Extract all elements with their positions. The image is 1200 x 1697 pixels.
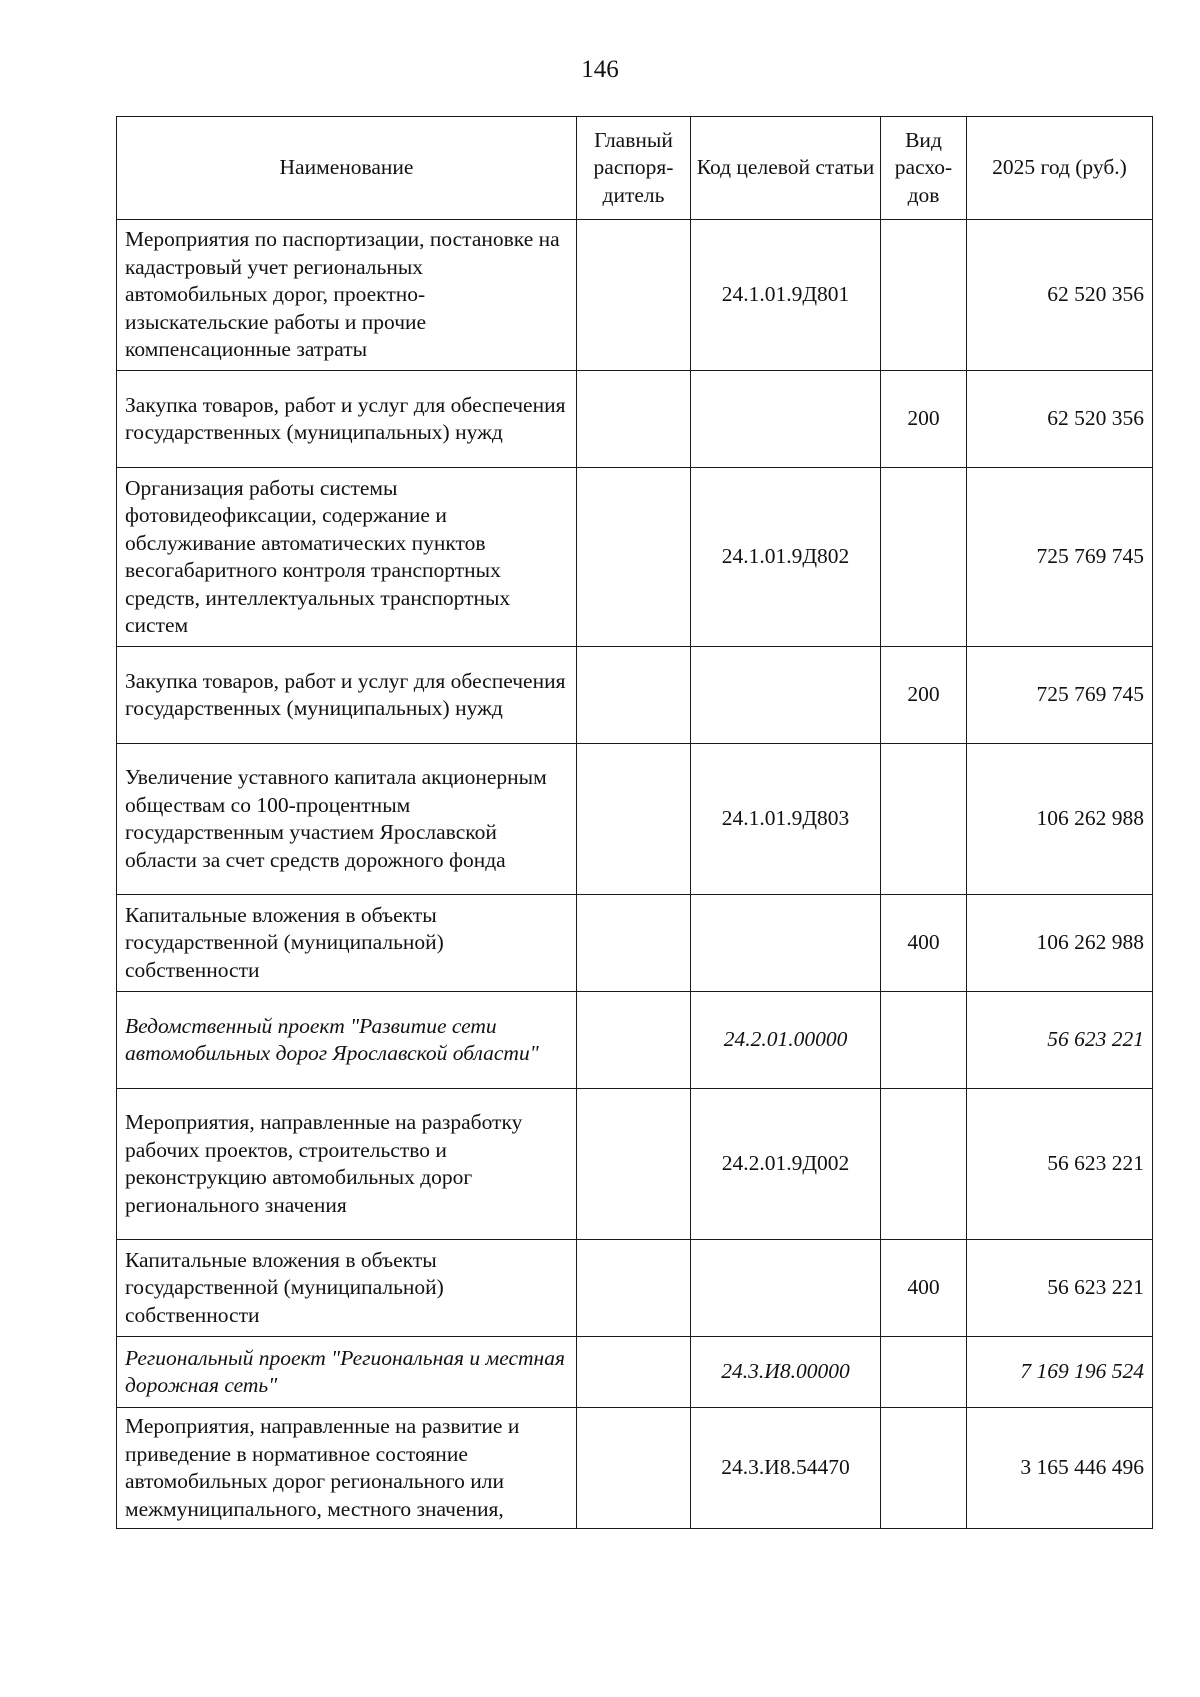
row-kind (881, 744, 967, 895)
table-row (117, 992, 1153, 1089)
row-kind: 200 (881, 371, 967, 468)
row-kind (881, 220, 967, 371)
row-amount: 56 623 221 (967, 1240, 1153, 1337)
table-row (117, 1408, 1153, 1529)
table-row (117, 647, 1153, 744)
row-code: 24.3.И8.54470 (691, 1408, 881, 1529)
header-code: Код целевой статьи (691, 117, 881, 220)
budget-table (116, 116, 1153, 1529)
table-row (117, 468, 1153, 647)
row-code (691, 1240, 881, 1337)
row-amount: 7 169 196 524 (967, 1337, 1153, 1408)
row-name: Закупка товаров, работ и услуг для обеспечения государственных (муниципальных) нужд (117, 371, 577, 468)
table-row (117, 1089, 1153, 1240)
row-name: Увеличение уставного капитала акционерным обществам со 100-процентным государственным участием Ярославской области за счет средств дорожного фонда (117, 744, 577, 895)
table-row (117, 371, 1153, 468)
table-row (117, 1337, 1153, 1408)
row-admin (577, 468, 691, 647)
row-admin (577, 1089, 691, 1240)
row-amount: 106 262 988 (967, 744, 1153, 895)
row-amount: 725 769 745 (967, 468, 1153, 647)
header-amount: 2025 год (руб.) (967, 117, 1153, 220)
row-amount: 3 165 446 496 (967, 1408, 1153, 1529)
table-row (117, 220, 1153, 371)
row-amount: 725 769 745 (967, 647, 1153, 744)
header-kind: Вид расхо-дов (881, 117, 967, 220)
row-admin (577, 744, 691, 895)
row-amount: 62 520 356 (967, 371, 1153, 468)
row-code (691, 895, 881, 992)
row-code (691, 371, 881, 468)
row-admin (577, 647, 691, 744)
row-code (691, 647, 881, 744)
row-name: Мероприятия, направленные на развитие и приведение в нормативное состояние автомобильных дорог регионального или межмуниципального, местного значения, (117, 1408, 577, 1529)
header-admin: Главный распоря-дитель (577, 117, 691, 220)
row-kind (881, 468, 967, 647)
row-code: 24.2.01.9Д002 (691, 1089, 881, 1240)
row-name: Мероприятия, направленные на разработку рабочих проектов, строительство и реконструкцию автомобильных дорог регионального значения (117, 1089, 577, 1240)
row-amount: 106 262 988 (967, 895, 1153, 992)
row-code: 24.1.01.9Д802 (691, 468, 881, 647)
row-kind: 400 (881, 895, 967, 992)
row-kind (881, 1408, 967, 1529)
row-amount: 56 623 221 (967, 992, 1153, 1089)
row-kind: 200 (881, 647, 967, 744)
row-admin (577, 220, 691, 371)
row-name: Капитальные вложения в объекты государственной (муниципальной) собственности (117, 895, 577, 992)
row-admin (577, 371, 691, 468)
header-name: Наименование (117, 117, 577, 220)
table-header-row (117, 117, 1153, 220)
row-admin (577, 1240, 691, 1337)
row-code: 24.2.01.00000 (691, 992, 881, 1089)
row-name: Ведомственный проект "Развитие сети автомобильных дорог Ярославской области" (117, 992, 577, 1089)
row-name: Капитальные вложения в объекты государственной (муниципальной) собственности (117, 1240, 577, 1337)
table-row (117, 744, 1153, 895)
row-admin (577, 992, 691, 1089)
row-name: Региональный проект "Региональная и местная дорожная сеть" (117, 1337, 577, 1408)
row-name: Мероприятия по паспортизации, постановке на кадастровый учет региональных автомобильных дорог, проектно-изыскательские работы и прочие компенсационные затраты (117, 220, 577, 371)
row-kind: 400 (881, 1240, 967, 1337)
row-code: 24.3.И8.00000 (691, 1337, 881, 1408)
row-admin (577, 1337, 691, 1408)
row-kind (881, 992, 967, 1089)
row-admin (577, 895, 691, 992)
table-row (117, 895, 1153, 992)
row-code: 24.1.01.9Д803 (691, 744, 881, 895)
row-name: Организация работы системы фотовидеофиксации, содержание и обслуживание автоматических пунктов весогабаритного контроля транспортных средств, интеллектуальных транспортных систем (117, 468, 577, 647)
row-code: 24.1.01.9Д801 (691, 220, 881, 371)
row-amount: 56 623 221 (967, 1089, 1153, 1240)
row-name: Закупка товаров, работ и услуг для обеспечения государственных (муниципальных) нужд (117, 647, 577, 744)
table-row (117, 1240, 1153, 1337)
row-amount: 62 520 356 (967, 220, 1153, 371)
row-kind (881, 1089, 967, 1240)
page-number: 146 (581, 56, 619, 83)
row-kind (881, 1337, 967, 1408)
row-admin (577, 1408, 691, 1529)
